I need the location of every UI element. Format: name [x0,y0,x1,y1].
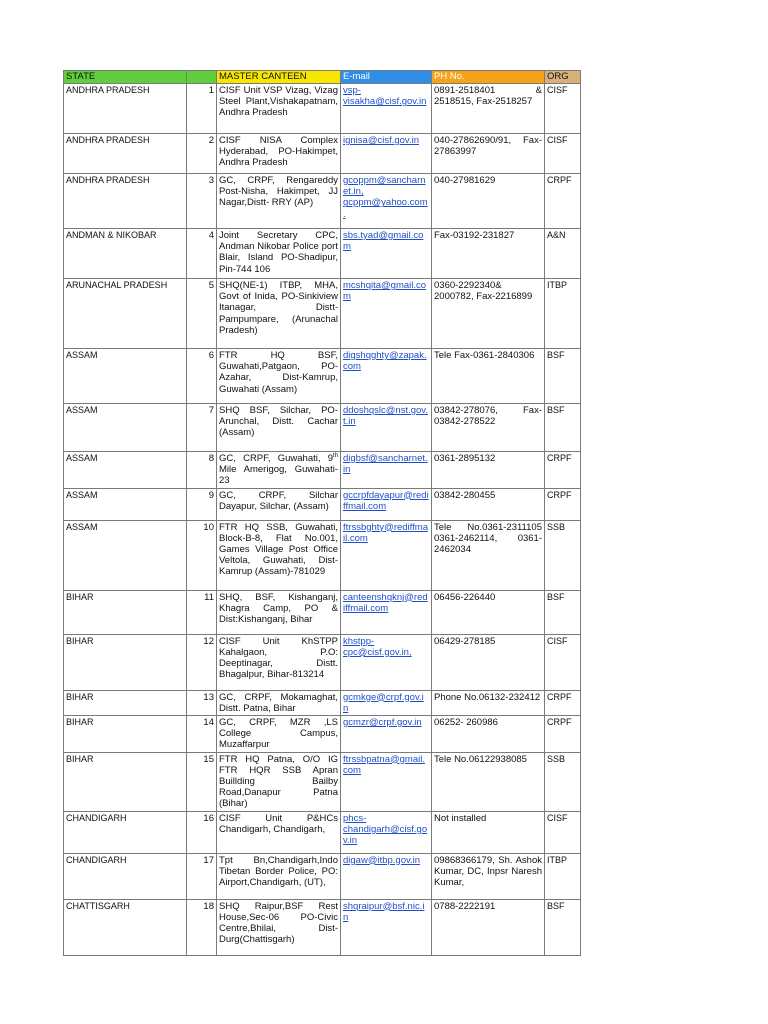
org-cell: CRPF [545,690,581,715]
row-number-cell: 9 [187,488,217,520]
email-link[interactable]: vsp-visakha@cisf.gov.in [341,84,432,134]
master-canteen-cell [217,452,341,489]
org-cell: CRPF [545,488,581,520]
row-number-cell: 4 [187,229,217,279]
row-number-cell: 18 [187,899,217,955]
email-link[interactable]: sbs.tyad@gmail.com [341,229,432,279]
phone-cell: 0891-2518401 & 2518515, Fax-2518257 [432,84,545,134]
row-number-cell: 17 [187,853,217,899]
table-row [64,899,581,955]
org-cell: CISF [545,634,581,690]
org-cell: CRPF [545,452,581,489]
phone-cell: 03842-278076, Fax-03842-278522 [432,404,545,452]
header-org: ORG [545,71,581,84]
email-link[interactable]: mcshqita@gmail.com [341,279,432,349]
org-cell: ITBP [545,279,581,349]
row-number-cell: 12 [187,634,217,690]
master-canteen-cell: SHQ, BSF, Kishanganj, Khagra Camp, PO & Dist:Kishanganj, Bihar [217,590,341,634]
state-cell: BIHAR [64,752,187,811]
email-link[interactable]: digshqghty@zapak.com [341,349,432,404]
master-canteen-text: GC, CRPF, Guwahati, 9 [219,453,333,464]
table-row [64,452,581,489]
master-canteen-text-rest: Mile Amerigog, Guwahati-23 [219,464,338,487]
phone-cell: Fax-03192-231827 [432,229,545,279]
table-row [64,590,581,634]
org-cell: BSF [545,899,581,955]
ordinal-suffix: th [332,452,338,459]
state-cell: ANDHRA PRADESH [64,84,187,134]
org-cell: BSF [545,590,581,634]
phone-cell: Not installed [432,811,545,853]
org-cell: CRPF [545,174,581,229]
row-number-cell: 2 [187,134,217,174]
table-row [64,279,581,349]
org-cell: CISF [545,84,581,134]
row-number-cell: 14 [187,716,217,753]
canteen-table [63,70,581,956]
row-number-cell: 10 [187,520,217,590]
phone-cell: 09868366179, Sh. Ashok Kumar, DC, Inpsr Naresh Kumar, [432,853,545,899]
master-canteen-cell: FTR HQ Patna, O/O IG FTR HQR SSB Apran Buillding Bailby Road,Danapur Patna (Bihar) [217,752,341,811]
row-number-cell: 13 [187,690,217,715]
master-canteen-cell: CISF Unit VSP Vizag, Vizag Steel Plant,Vishakapatnam, Andhra Pradesh [217,84,341,134]
email-link[interactable]: gcoppm@sancharnet.in, gcppm@yahoo.com. [341,174,432,229]
org-cell: CISF [545,134,581,174]
header-ph: PH No. [432,71,545,84]
master-canteen-cell: SHQ BSF, Silchar, PO-Arunchal, Distt. Cachar (Assam) [217,404,341,452]
email-link[interactable]: ftrssbghty@rediffmail.com [341,520,432,590]
header-num [187,71,217,84]
state-cell: ASSAM [64,520,187,590]
row-number-cell: 16 [187,811,217,853]
phone-cell: 0360-2292340& 2000782, Fax-2216899 [432,279,545,349]
table-row [64,752,581,811]
state-cell: CHATTISGARH [64,899,187,955]
header-row [64,71,581,84]
org-cell: BSF [545,404,581,452]
row-number-cell: 11 [187,590,217,634]
master-canteen-cell: SHQ(NE-1) ITBP, MHA, Govt of Inida, PO-Sinkiview Itanagar, Distt- Pampumpare, (Arunachal Pradesh) [217,279,341,349]
state-cell: BIHAR [64,716,187,753]
phone-cell: Tele Fax-0361-2840306 [432,349,545,404]
state-cell: ASSAM [64,488,187,520]
master-canteen-cell: GC, CRPF, Mokamaghat, Distt. Patna, Bihar [217,690,341,715]
phone-cell: 040-27981629 [432,174,545,229]
phone-cell: 0788-2222191 [432,899,545,955]
email-link[interactable]: digbsf@sancharnet.in [341,452,432,489]
phone-cell: 03842-280455 [432,488,545,520]
state-cell: CHANDIGARH [64,853,187,899]
table-row [64,229,581,279]
master-canteen-cell: Tpt Bn,Chandigarh,Indo Tibetan Border Police, PO: Airport,Chandigarh, (UT), [217,853,341,899]
table-row [64,404,581,452]
org-cell: SSB [545,752,581,811]
state-cell: ANDMAN & NIKOBAR [64,229,187,279]
phone-cell: 06429-278185 [432,634,545,690]
master-canteen-cell: GC, CRPF, MZR ,LS College Campus, Muzaffarpur [217,716,341,753]
master-canteen-cell: GC, CRPF, Rengareddy Post-Nisha, Hakimpet, JJ Nagar,Distt- RRY (AP) [217,174,341,229]
phone-cell: 06456-226440 [432,590,545,634]
org-cell: ITBP [545,853,581,899]
table-row [64,811,581,853]
master-canteen-cell: GC, CRPF, Silchar Dayapur, Silchar, (Assam) [217,488,341,520]
header-master-canteen: MASTER CANTEEN [217,71,341,84]
email-link[interactable]: gccrpfdayapur@rediffmail.com [341,488,432,520]
email-link[interactable]: ddoshqslc@nst.gov.t.in [341,404,432,452]
email-link[interactable]: ignisa@cisf.gov.in [341,134,432,174]
org-cell: CISF [545,811,581,853]
state-cell: BIHAR [64,634,187,690]
state-cell: ANDHRA PRADESH [64,174,187,229]
email-link[interactable]: shqraipur@bsf.nic.in [341,899,432,955]
row-number-cell: 5 [187,279,217,349]
table-row [64,488,581,520]
state-cell: BIHAR [64,590,187,634]
email-link[interactable]: khstpp-cpc@cisf.gov.in, [341,634,432,690]
master-canteen-cell: FTR HQ SSB, Guwahati, Block-B-8, Flat No.001, Games Village Post Office Veltola, Guwahati, Dist- Kamrup (Assam)-781029 [217,520,341,590]
phone-cell: 06252- 260986 [432,716,545,753]
state-cell: ASSAM [64,404,187,452]
row-number-cell: 8 [187,452,217,489]
master-canteen-cell: FTR HQ BSF, Guwahati,Patgaon, PO-Azahar, Dist-Kamrup, Guwahati (Assam) [217,349,341,404]
state-cell: ASSAM [64,349,187,404]
email-link[interactable]: gcmkge@crpf.gov.in [341,690,432,715]
row-number-cell: 6 [187,349,217,404]
phone-cell: Tele No.0361-2311105 0361-2462114, 0361-2462034 [432,520,545,590]
table-row [64,84,581,134]
master-canteen-cell: CISF Unit KhSTPP Kahalgaon, P.O: Deeptinagar, Distt. Bhagalpur, Bihar-813214 [217,634,341,690]
header-state: STATE [64,71,187,84]
state-cell: ASSAM [64,452,187,489]
table-row [64,134,581,174]
email-link[interactable]: canteenshqknj@rediffmail.com [341,590,432,634]
phone-cell: Phone No.06132-232412 [432,690,545,715]
master-canteen-cell: CISF NISA Complex Hyderabad, PO-Hakimpet, Andhra Pradesh [217,134,341,174]
state-cell: ANDHRA PRADESH [64,134,187,174]
email-link[interactable]: phcs-chandigarh@cisf.gov.in [341,811,432,853]
phone-cell: 0361-2895132 [432,452,545,489]
email-link[interactable]: digaw@itbp.gov.in [341,853,432,899]
table-row [64,853,581,899]
master-canteen-cell: SHQ Raipur,BSF Rest House,Sec-06 PO-Civic Centre,Bhilai, Dist-Durg(Chattisgarh) [217,899,341,955]
row-number-cell: 7 [187,404,217,452]
table-row [64,634,581,690]
table-row [64,349,581,404]
org-cell: CRPF [545,716,581,753]
org-cell: SSB [545,520,581,590]
org-cell: A&N [545,229,581,279]
master-canteen-cell: Joint Secretary CPC, Andman Nikobar Police port Blair, Island PO-Shadipur, Pin-744 106 [217,229,341,279]
table-row [64,690,581,715]
table-row [64,716,581,753]
row-number-cell: 1 [187,84,217,134]
phone-cell: Tele No.06122938085 [432,752,545,811]
table-row [64,520,581,590]
email-link[interactable]: ftrssbpatna@gmail.com [341,752,432,811]
org-cell: BSF [545,349,581,404]
table-row [64,174,581,229]
state-cell: ARUNACHAL PRADESH [64,279,187,349]
email-link[interactable]: gcmzr@crpf.gov.in [341,716,432,753]
state-cell: CHANDIGARH [64,811,187,853]
row-number-cell: 15 [187,752,217,811]
row-number-cell: 3 [187,174,217,229]
header-email: E-mail [341,71,432,84]
phone-cell: 040-27862690/91, Fax-27863997 [432,134,545,174]
state-cell: BIHAR [64,690,187,715]
master-canteen-cell: CISF Unit P&HCs Chandigarh, Chandigarh, [217,811,341,853]
